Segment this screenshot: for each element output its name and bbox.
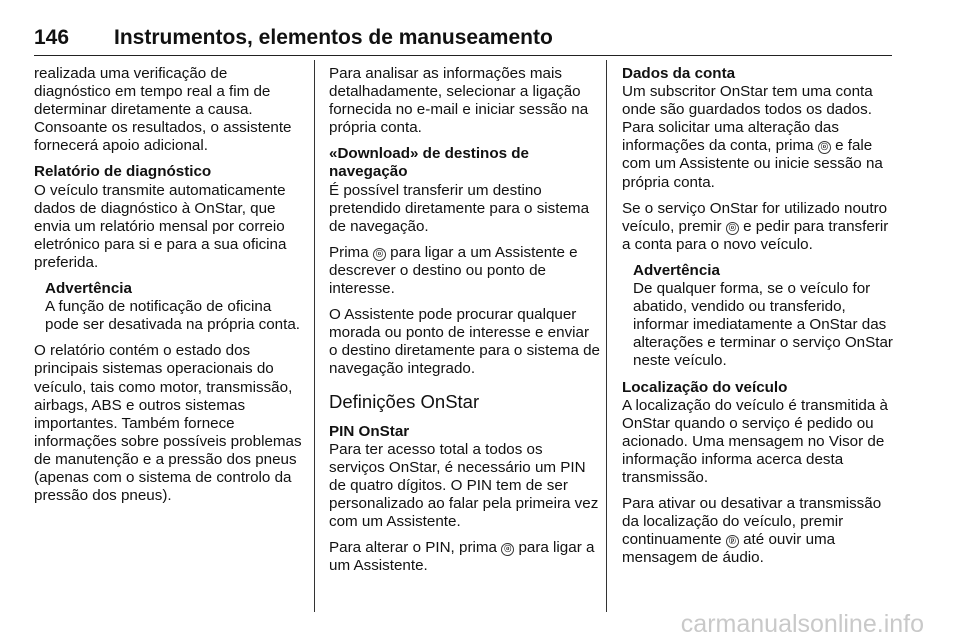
onstar-button-icon: ⓞ	[818, 141, 831, 154]
text-span: Se o serviço OnStar for utilizado noutro veículo, premir	[622, 199, 888, 235]
warning-text: A função de notificação de oficina pode ser desativada na própria conta.	[45, 298, 300, 334]
text-span: e pedir para transferir a conta para o novo veículo.	[622, 217, 889, 253]
privacy-button-icon: ⓟ	[726, 535, 739, 548]
paragraph: O veículo transmite automaticamente dados de diagnóstico à OnStar, que envia um relatório mensal por correio eletrónico para si e para a sua oficina preferida.	[34, 181, 287, 271]
section-heading-account-data: Dados da conta	[622, 65, 736, 82]
paragraph: Para analisar as informações mais detalhadamente, selecionar a ligação fornecida no e-mail e iniciar sessão na própria conta.	[329, 65, 589, 137]
page-header	[34, 26, 892, 52]
paragraph: É possível transferir um destino pretendido diretamente para o sistema de navegação.	[329, 181, 590, 235]
column-divider-1	[314, 60, 315, 612]
header-rule	[34, 55, 892, 56]
page-number: 146	[34, 26, 70, 49]
paragraph: realizada uma verificação de diagnóstico em tempo real a fim de determinar diretamente a causa. Consoante os resultados, o assistente fornecerá apoio adicional.	[34, 65, 292, 155]
paragraph: O relatório contém o estado dos principais sistemas operacionais do veículo, tais como motor, transmissão, airbags, ABS e outros sistemas importantes. Também fornece informações sobre possíveis problemas de manutenção e a pressão dos pneus (apenas com o sistema de controlo da pressão dos pneus).	[34, 342, 302, 505]
onstar-button-icon: ⓞ	[373, 248, 386, 261]
section-heading-onstar-pin: PIN OnStar	[329, 422, 410, 440]
paragraph	[622, 83, 894, 192]
text-span: para ligar a um Assistente e descrever o destino ou ponto de interesse.	[329, 243, 578, 298]
paragraph	[329, 539, 601, 575]
text-span: e fale com um Assistente ou inicie sessão na própria conta.	[622, 137, 883, 191]
paragraph: A localização do veículo é transmitida à OnStar quando o serviço é pedido ou acionado. Uma mensagem no Visor de informação informa acerca desta transmissão.	[622, 396, 888, 486]
paragraph	[622, 495, 894, 567]
text-span: até ouvir uma mensagem de áudio.	[622, 531, 836, 567]
column-2	[329, 65, 601, 583]
section-heading-download-destinations: «Download» de destinos de navegação	[329, 145, 530, 181]
paragraph: Para ter acesso total a todos os serviços OnStar, é necessário um PIN de quatro dígitos. O PIN tem de ser personalizado ao falar pela primeira vez com um Assistente.	[329, 440, 599, 531]
column-1	[34, 65, 304, 513]
warning-note	[633, 262, 894, 371]
text-span: para ligar a um Assistente.	[329, 539, 595, 575]
paragraph: O Assistente pode procurar qualquer morada ou ponto de interesse e enviar o destino diretamente para o sistema de navegação integrado.	[329, 306, 601, 378]
onstar-button-icon: ⓞ	[501, 543, 514, 556]
watermark: carmanualsonline.info	[680, 610, 924, 638]
section-heading-diagnostic-report: Relatório de diagnóstico	[34, 163, 212, 181]
paragraph	[329, 244, 601, 298]
paragraph	[622, 200, 894, 254]
page-title: Instrumentos, elementos de manuseamento	[114, 26, 553, 49]
text-span: Para alterar o PIN, prima	[329, 539, 497, 557]
text-span: Um subscritor OnStar tem uma conta onde são guardados todos os dados. Para solicitar uma alteração das informações da conta, prima	[622, 83, 873, 155]
section-heading-vehicle-location: Localização do veículo	[622, 378, 788, 396]
section-title-onstar-settings: Definições OnStar	[329, 390, 480, 412]
warning-note	[45, 280, 304, 334]
warning-text: De qualquer forma, se o veículo for abatido, vendido ou transferido, informar imediatamente a OnStar das alterações e terminar o serviço OnStar neste veículo.	[633, 280, 893, 370]
warning-title: Advertência	[633, 261, 720, 279]
warning-title: Advertência	[45, 280, 132, 298]
text-span: Para ativar ou desativar a transmissão da localização do veículo, premir continuamente	[622, 495, 882, 549]
onstar-button-icon: ⓞ	[726, 222, 739, 235]
text-span: Prima	[329, 243, 369, 261]
column-divider-2	[606, 60, 607, 612]
column-3	[622, 65, 894, 575]
